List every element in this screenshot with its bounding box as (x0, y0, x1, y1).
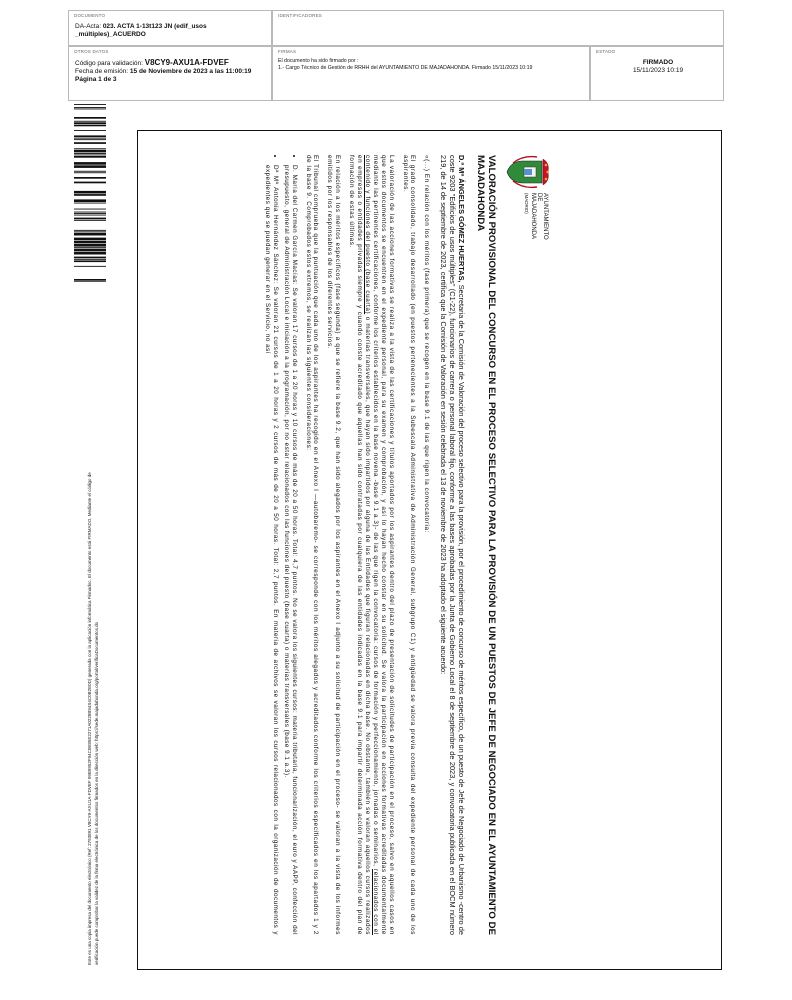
header-otros-datos-cell (68, 46, 272, 101)
barcode-bar (74, 109, 106, 110)
estado-content (591, 59, 725, 75)
estado-label: ESTADO (596, 49, 616, 54)
barcode-bar (74, 203, 106, 204)
barcode-bar (74, 260, 106, 262)
barcode-bar (74, 104, 106, 105)
rotated-document-content (174, 155, 554, 935)
header-estado-cell (590, 46, 724, 101)
barcode-bar (74, 172, 106, 173)
barcode-bar (74, 266, 106, 267)
left-margin-note: Este es una copia impresa del documento electrónico (Ref: 2793891 V8CY9-AXU1A-FDVEF 09B9952F94C0E85E2271A0228B94S4C0B2E0D) generada con la aplicación informática Firmadoc. El documento está FIRMADO. Mediante el código de verificación puede comprobar la validez de la firma electrónica de los documentos firmados en la dirección web: https://sede.majadahonda.org/portal/verificaDocumentos.do (87, 472, 99, 965)
barcode-bar (74, 218, 106, 220)
documento-label: DOCUMENTO (74, 13, 106, 18)
barcode-bar (74, 230, 106, 231)
barcode-bar (74, 107, 106, 108)
barcode-bar (74, 249, 106, 252)
paragraph-tribunal: El Tribunal comprueba que la puntuación que cada uno de los aspirantes ha recogido en el Anexo I —autobaremo- se corresponde con los méritos alegados y acreditados conforme los criterios especificados en los apartados 1 y 2 de la base 9. Comprobados estos extremos, se realizan las siguientes consideraciones: (304, 155, 320, 935)
barcode-bar (74, 138, 106, 139)
barcode-bar (74, 139, 106, 140)
document-body (260, 155, 466, 935)
barcode-bar (74, 247, 106, 248)
barcode-bar (74, 177, 106, 179)
barcode-bar (74, 148, 106, 149)
barcode-bar (74, 215, 106, 216)
barcode-bar (74, 142, 106, 144)
identificadores-label: IDENTIFICADORES (278, 13, 323, 18)
barcode-bar (74, 122, 106, 124)
barcode-bar (74, 213, 106, 214)
barcode-bar (74, 241, 106, 244)
barcode-bar (74, 257, 106, 259)
firmas-label: FIRMAS (278, 49, 297, 54)
barcode-bar (74, 220, 106, 221)
header-identificadores-cell (272, 10, 724, 46)
barcode-bar (74, 171, 106, 172)
barcode-bar (74, 233, 106, 236)
barcode-bar (74, 150, 106, 153)
barcode-bar (74, 165, 106, 168)
barcode-bar (74, 125, 106, 127)
otros-datos-content (75, 59, 273, 85)
paragraph-formacion: La valoración de las acciones formativas se realiza a la vista de las certificaciones y títulos aportados por los aspirantes dentro del plazo de presentación de solicitudes de participación en el proceso, salvo en aquellos casos en que estos documentos se encuentren en el expediente personal, para su examen y comprobación, y así lo hayan hecho constar en su solicitud. Se valora la participación en acciones formativas acreditadas documentalmente mediante las pertinentes certificaciones, conforme los criterios establecidos en la base novena -base 9.1 a.3)- de las que rigen la convocatoria: cursos de formación y perfeccionamiento, jornadas o seminarios, relacionados con el contenido y funciones del puesto (base cuarta) o materias transversales, que hayan sido impartidos por alguna de las Entidades que figuran relacionadas en dicha base. No obstante, también se valoran aquellos cursos realizados en empresas o entidades privadas siempre y cuando conste acreditado que aquellas han sido contratadas por cualquiera de las entidades indicadas en la base 9.1 para impartir determinada acción formativa dentro del plan de formación de estas últimas. (348, 155, 395, 935)
otros-datos-label: OTROS DATOS (74, 49, 109, 54)
barcode-bar (74, 153, 106, 154)
barcode-bar (74, 121, 106, 122)
header-firmas-cell (272, 46, 590, 101)
pagina-indicator: Página 1 de 3 (75, 76, 117, 84)
barcode-bar (74, 117, 106, 119)
paragraph-intro: D.ª Mª ÁNGELES GÓMEZ HUERTAS, Secretaria de la Comisión de Valoración del proceso selectivo para la provisión, por el procedimiento de concurso de méritos específico, de un puesto de Jefe de Negociado de Urbanismo -centro de coste 9203 "Edificios de usos múltiples" (C1-22), funcionarios de carrera o personal laboral fijo, conforme a las bases aprobadas por la Junta de Gobierno Local el 8 de septiembre de 2023, y convocatoria publicada en el BOCM número 219, de 14 de septiembre de 2023, certifica que la Comisión de Valoración en sesión celebrada el 13 de noviembre de 2023 ha adoptado el siguiente acuerdo: (438, 155, 466, 935)
barcode-bar (74, 162, 106, 165)
barcode-bar (74, 209, 106, 210)
paragraph-grado: El grado consolidado, trabajo desarrollado (en puestos pertenecientes a la Subescala Administrativa de Administración General, subgrupo C1) y antigüedad se valora previa consulta del expediente personal de cada uno de los aspirantes. (401, 155, 417, 935)
list-item: • D. María del Carmen García Macías: Se valoran 17 cursos de 1 a 20 horas y 10 cursos de más de 20 a 50 horas. Total: 4,7 puntos. No se valora los siguientes cursos: materia tributaria, funcionarización, el euro y AAPP, confección del presupuesto, general de Administración Local e iniciación a la programación, por no estar relacionados con las funciones del puesto (base cuarta) o materias transversales (base 9.1 a.3). (282, 165, 298, 935)
municipality-name: AYUNTAMIENTO DE MAJADAHONDA (MADRID) (524, 193, 548, 240)
candidate-list (263, 155, 298, 935)
barcode-bar (74, 238, 106, 241)
coat-of-arms-icon (505, 155, 551, 189)
barcode-bar (74, 156, 106, 158)
barcode-bar (74, 155, 106, 156)
barcode-bar (74, 231, 106, 232)
paragraph-especificos: En relación a los méritos específicos (fase segunda) a que se refiere la base 9.2, que han sido alegados por los aspirantes en el Anexo I adjunto a su solicitud de participación en el proceso- se valoran a la vista de los informes emitidos por los responsables de los diferentes servicios. (326, 155, 342, 935)
firmas-content: El documento ha sido firmado por : 1.- Cargo Técnico de Gestión de RRHH del AYUNTAMIENTO DE MAJADAHONDA. Firmado 15/11/2023 10:19 (278, 58, 533, 71)
barcode-bar (74, 130, 106, 131)
barcode-bar (74, 199, 106, 202)
barcode-bar (74, 281, 106, 282)
barcode-bar (74, 191, 106, 194)
document-title: VALORACIÓN PROVISIONAL DEL CONCURSO EN EL PROCESO SELECTIVO PARA LA PROVISIÓN DE UN PUESTOS DE JEFE DE NEGOCIADO EN EL AYUNTAMIENTO DE MAJADAHONDA (475, 155, 497, 935)
estado-value: FIRMADO (642, 59, 674, 66)
barcode-bar (74, 244, 106, 247)
list-item: • Dª Mª Antonia Hernández Sánchez: Se valoran 21 cursos de 1 a 20 horas y 2 cursos de más de 20 a 50 horas. Total: 2,7 puntos. En materia de archivos se valoran los cursos relacionados con la organización de documentos y expedientes que se puedan generar en el Servicio, no así (263, 165, 279, 935)
paragraph-meritos: «(...) En relación con los méritos (fase primera) que se recogen en la base 9.1 de las que rigen la convocatoria: (423, 155, 431, 533)
documento-value: DA-Acta: 023. ACTA 1-13t123 JN (edif_usos _múltiples)_ACUERDO (75, 23, 207, 39)
barcode-bar (74, 135, 106, 137)
barcode-bar (74, 252, 106, 255)
barcode-icon (74, 104, 106, 282)
documento-name: 023. ACTA 1-13t123 JN (edif_usos _múltiples)_ACUERDO (75, 23, 207, 39)
codigo-validacion: Código para validación: V8CY9-AXU1A-FDVEF (75, 58, 229, 67)
barcode-bar (74, 259, 106, 260)
codigo-value: V8CY9-AXU1A-FDVEF (144, 58, 229, 67)
header-documento-cell (68, 10, 272, 46)
barcode-bar (74, 194, 106, 196)
fecha-emision: Fecha de emisión: 15 de Noviembre de 2023 a las 11:00:19 (75, 68, 252, 76)
estado-date: 15/11/2023 10:19 (632, 67, 684, 75)
barcode-bar (74, 182, 106, 184)
barcode-bar (74, 212, 106, 213)
barcode-bar (74, 279, 106, 281)
